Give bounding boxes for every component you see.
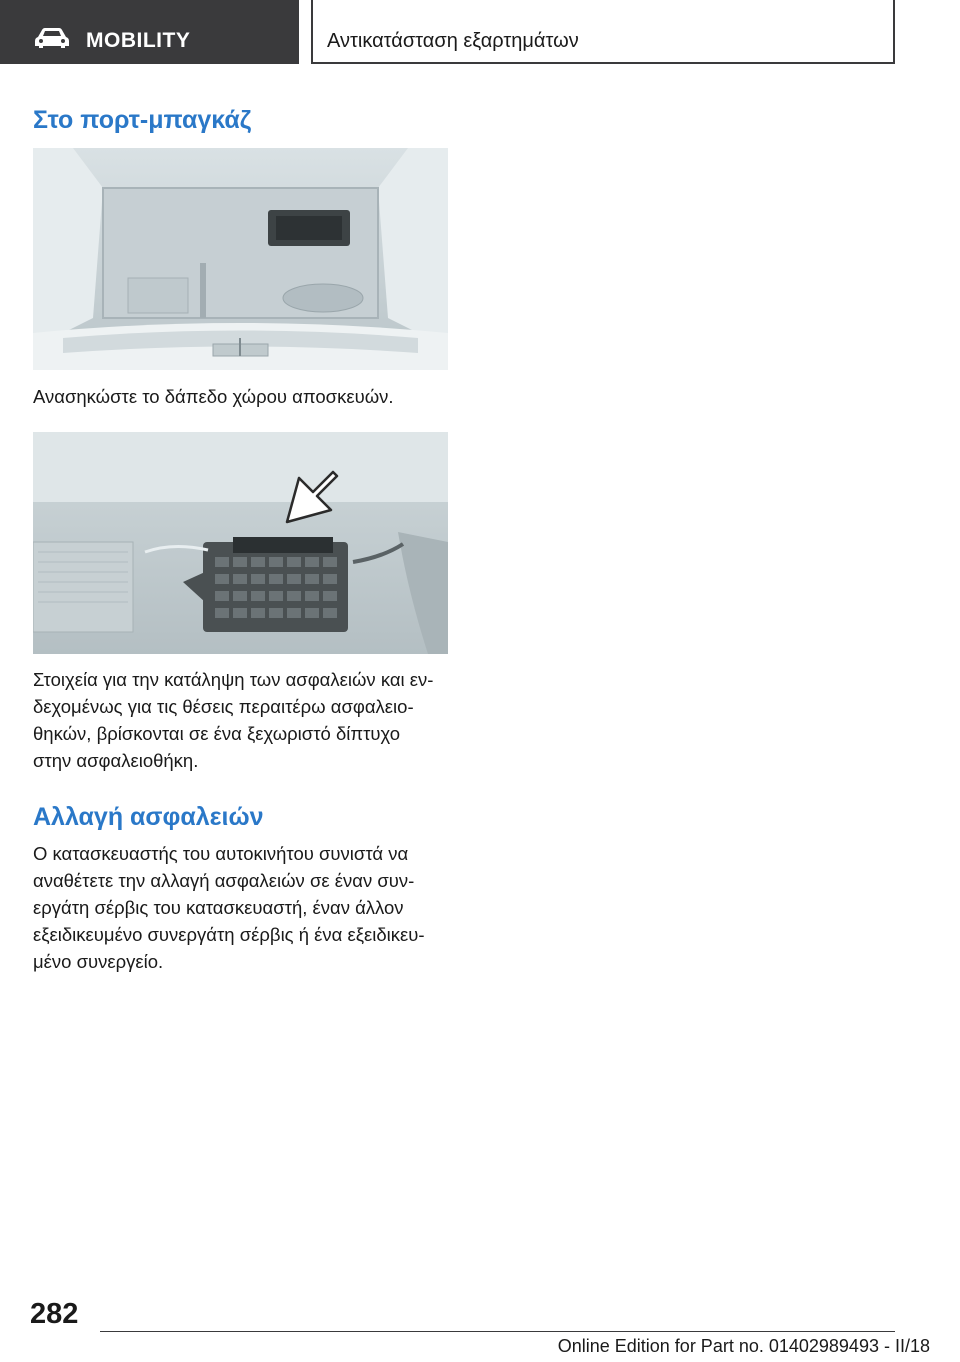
caption-fuse-info [33, 666, 453, 774]
caption-line: στην ασφαλειοθήκη. [33, 750, 199, 771]
paragraph-line: εξειδικευμένο συνεργάτη σέρβις ή ένα εξειδικευ- [33, 924, 425, 945]
paragraph-line: Ο κατασκευαστής του αυτοκινήτου συνιστά να [33, 843, 409, 864]
caption-lift-floor: Ανασηκώστε το δάπεδο χώρου αποσκευών. [33, 386, 394, 407]
paragraph-line: μένο συνεργείο. [33, 951, 164, 972]
header-brand-bar [0, 0, 299, 64]
section-title: Αντικατάσταση εξαρτημάτων [327, 30, 579, 52]
fuse-box-photo [33, 432, 448, 654]
paragraph-line: αναθέτετε την αλλαγή ασφαλειών σε έναν συν- [33, 870, 415, 891]
heading-trunk: Στο πορτ-μπαγκάζ [33, 106, 252, 134]
brand-label: MOBILITY [86, 29, 191, 52]
paragraph-line: εργάτη σέρβις του κατασκευαστή, έναν άλλον [33, 897, 404, 918]
heading-fuse-change: Αλλαγή ασφαλειών [33, 803, 264, 831]
trunk-floor-photo [33, 148, 448, 370]
page-number: 282 [30, 1298, 79, 1330]
caption-line: Στοιχεία για την κατάληψη των ασφαλειών και εν- [33, 669, 434, 690]
car-icon [34, 27, 70, 49]
footer-edition: Online Edition for Part no. 01402989493 - II/18 [557, 1336, 930, 1356]
footer-rule [100, 1331, 895, 1332]
caption-line: θηκών, βρίσκονται σε ένα ξεχωριστό δίπτυχο [33, 723, 401, 744]
caption-line: δεχομένως για τις θέσεις περαιτέρω ασφαλειο- [33, 696, 414, 717]
fuse-change-paragraph [33, 840, 453, 975]
header-section-box [311, 0, 895, 64]
